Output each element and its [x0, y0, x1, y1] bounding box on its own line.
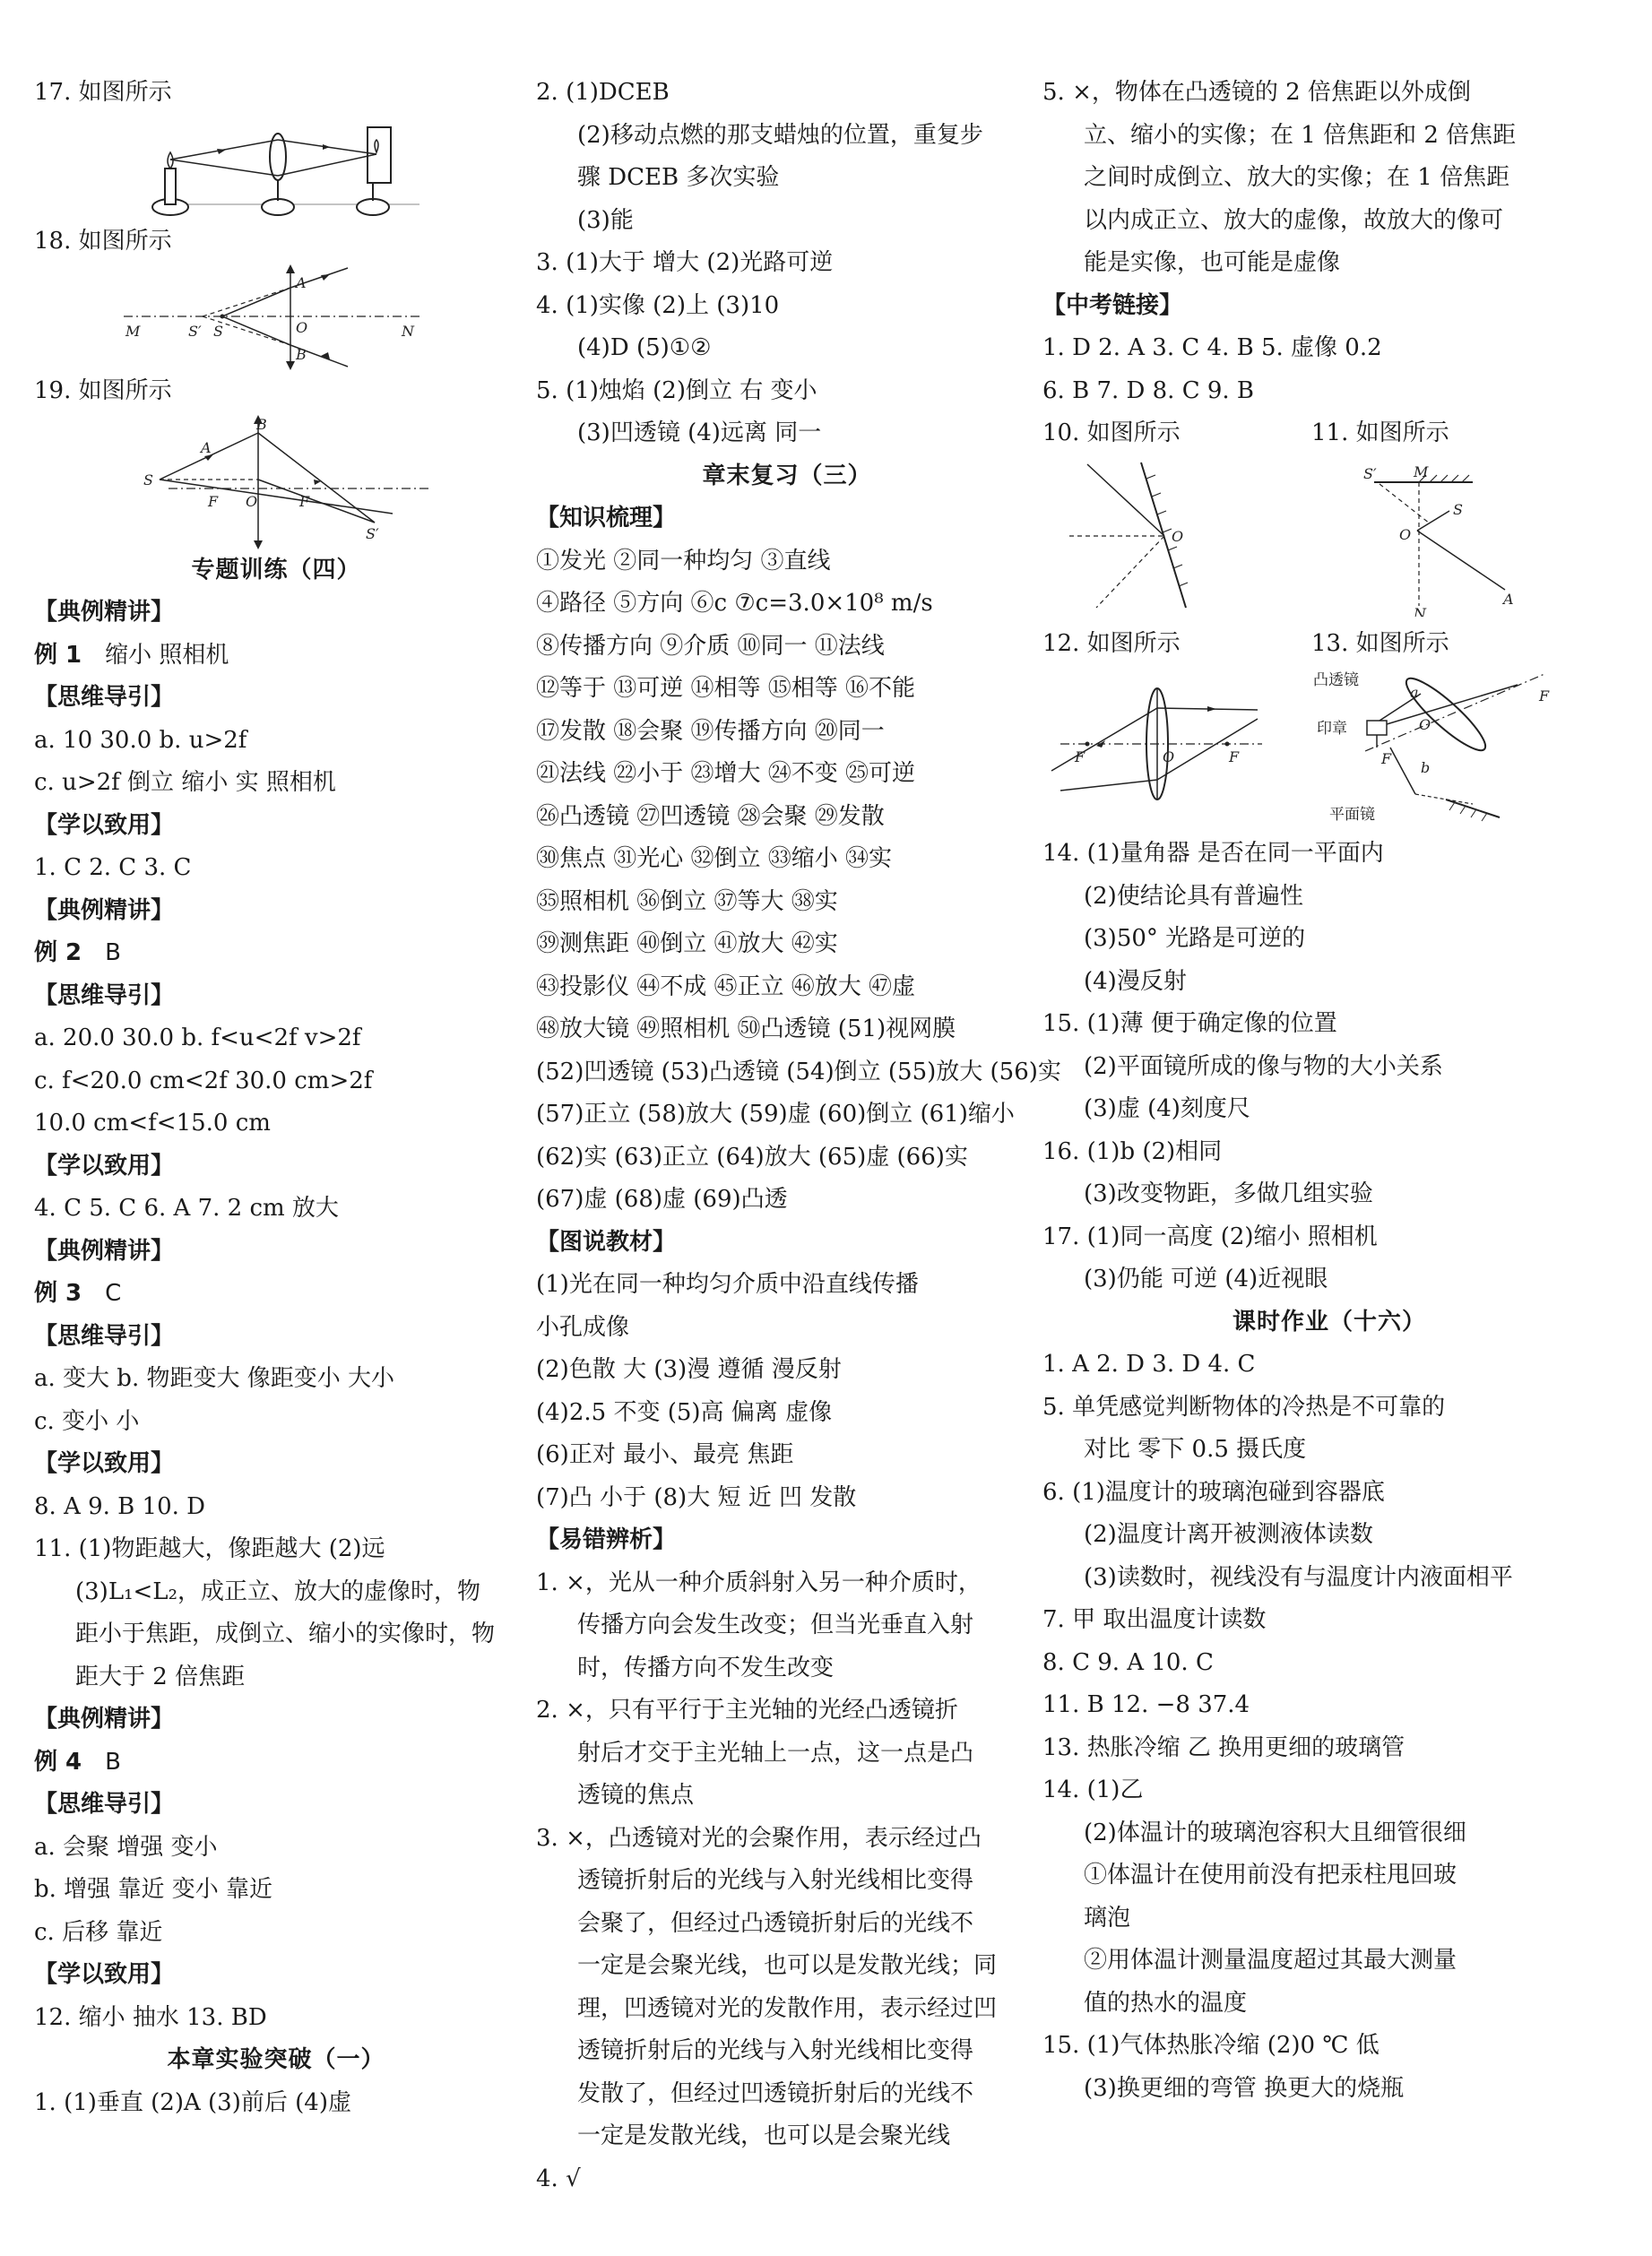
answer-line: (2)色散 大 (3)漫 遵循 漫反射: [536, 1356, 842, 1383]
label-n: N: [402, 323, 414, 340]
answer-line: 值的热水的温度: [1084, 1989, 1248, 2017]
label-o: O: [1172, 527, 1184, 545]
answer-line: (3)仍能 可逆 (4)近视眼: [1084, 1266, 1328, 1292]
answer-line: (3)L₁<L₂，成正立、放大的虚像时，物: [75, 1577, 480, 1605]
figure-19-lens-diagram: [34, 413, 518, 549]
answer-line: 璃泡: [1084, 1904, 1131, 1932]
heading-dianli: 【典例精讲】: [34, 896, 175, 924]
column-3: [1042, 72, 1616, 2110]
answer-line: ①体温计在使用前没有把汞柱甩回玻: [1084, 1862, 1457, 1889]
answer-line: 10.0 cm<f<15.0 cm: [34, 1110, 271, 1137]
answer-line: 2. (1)DCEB: [536, 79, 670, 106]
knowledge-line: ①发光 ②同一种均匀 ③直线: [536, 547, 831, 575]
fig19-caption: 19. 如图所示: [34, 377, 172, 404]
knowledge-line: ㉟照相机 ㊱倒立 ㊲等大 ㊳实: [536, 887, 838, 915]
knowledge-line: (67)虚 (68)虚 (69)凸透: [536, 1186, 788, 1213]
label-s-prime: S′: [1363, 464, 1377, 482]
answer-line: 能是实像，也可能是虚像: [1084, 249, 1341, 276]
answer-line: (3)换更细的弯管 换更大的烧瓶: [1084, 2074, 1405, 2102]
figure-13-lens-seal-mirror: [1311, 665, 1580, 826]
figure-row-12-13: [1042, 623, 1616, 834]
answer-line: 15. (1)薄 便于确定像的位置: [1042, 1010, 1337, 1037]
label-lens: 凸透镜: [1313, 671, 1359, 689]
answer-line: (2)使结论具有普遍性: [1084, 882, 1303, 910]
label-b: B: [296, 346, 307, 363]
answer-line: 1. ×，光从一种介质斜射入另一种介质时，: [536, 1569, 982, 1596]
answer-line: 6. (1)温度计的玻璃泡碰到容器底: [1042, 1478, 1385, 1506]
label-o: O: [246, 492, 258, 510]
answer-line: 3. ×，凸透镜对光的会聚作用，表示经过凸: [536, 1824, 982, 1852]
answer-line: 11. (1)物距越大，像距越大 (2)远: [34, 1535, 385, 1562]
heading-siwei: 【思维导引】: [34, 981, 175, 1009]
answer-line: 11. B 12. −8 37.4: [1042, 1691, 1250, 1718]
label-a: A: [1503, 590, 1514, 608]
answer-line: (6)正对 最小、最亮 焦距: [536, 1441, 794, 1468]
answer-line: 小孔成像: [536, 1313, 630, 1341]
knowledge-line: (57)正立 (58)放大 (59)虚 (60)倒立 (61)缩小: [536, 1101, 1015, 1128]
answer-line: 17. (1)同一高度 (2)缩小 照相机: [1042, 1223, 1378, 1250]
answer-line: 13. 热胀冷缩 乙 换用更细的玻璃管: [1042, 1733, 1405, 1761]
figure-12-convex-lens: [1042, 665, 1311, 826]
answer-line: a. 变大 b. 物距变大 像距变小 大小: [34, 1365, 394, 1392]
section-title-experiment-1: 本章实验突破（一）: [167, 2046, 385, 2073]
knowledge-line: (52)凹透镜 (53)凸透镜 (54)倒立 (55)放大 (56)实: [536, 1058, 1061, 1085]
label-b: B: [256, 415, 267, 433]
example-1: 例 1 缩小 照相机: [34, 641, 229, 669]
answer-line: (2)移动点燃的那支蜡烛的位置，重复步: [577, 121, 983, 149]
label-f-right: F: [1229, 748, 1240, 765]
label-f-left: F: [1381, 750, 1392, 767]
figure-17-candle-lens-screen: [34, 115, 518, 220]
answer-line: 射后才交于主光轴上一点，这一点是凸: [577, 1739, 974, 1767]
heading-xueyi: 【学以致用】: [34, 1152, 175, 1180]
label-o: O: [296, 319, 308, 336]
answer-line: (1)光在同一种均匀介质中沿直线传播: [536, 1271, 919, 1298]
figure-row-10-11: [1042, 412, 1616, 623]
fig13-caption: 13. 如图所示: [1311, 629, 1449, 657]
answer-line: 发散了，但经过凹透镜折射后的光线不: [577, 2079, 974, 2107]
answer-line: c. u>2f 倒立 缩小 实 照相机: [34, 769, 336, 796]
answer-line: 之间时成倒立、放大的实像；在 1 倍焦距: [1084, 164, 1510, 191]
label-n: N: [1414, 604, 1426, 617]
section-title-topic-4: 专题训练（四）: [191, 556, 361, 583]
heading-dianli: 【典例精讲】: [34, 1237, 175, 1265]
answer-line: 立、缩小的实像；在 1 倍焦距和 2 倍焦距: [1084, 121, 1517, 149]
answer-line: 4. (1)实像 (2)上 (3)10: [536, 291, 780, 319]
label-s-prime: S′: [188, 323, 202, 340]
answer-line: 7. 甲 取出温度计读数: [1042, 1606, 1267, 1633]
answer-line: (3)50° 光路是可逆的: [1084, 925, 1306, 952]
answer-line: 5. (1)烛焰 (2)倒立 右 变小: [536, 376, 817, 404]
answer-line: c. f<20.0 cm<2f 30.0 cm>2f: [34, 1067, 373, 1094]
label-m: M: [1414, 462, 1429, 480]
label-f-left: F: [208, 492, 219, 510]
heading-zhishi: 【知识梳理】: [536, 505, 677, 532]
answer-line: a. 会聚 增强 变小: [34, 1833, 218, 1861]
label-f-right: F: [1539, 687, 1550, 704]
label-s: S: [143, 471, 153, 488]
fig18-caption: 18. 如图所示: [34, 227, 172, 255]
label-s: S: [213, 323, 223, 340]
answer-line: 16. (1)b (2)相同: [1042, 1137, 1223, 1165]
label-a: A: [201, 438, 212, 456]
heading-siwei: 【思维导引】: [34, 1791, 175, 1818]
answer-line: 一定是会聚光线，也可以是发散光线；同: [577, 1952, 998, 1979]
answer-line: (3)改变物距，多做几组实验: [1084, 1180, 1373, 1207]
heading-zhongkao: 【中考链接】: [1042, 291, 1183, 319]
heading-dianli: 【典例精讲】: [34, 599, 175, 626]
label-o: O: [1419, 716, 1431, 733]
section-title-chapter-review-3: 章末复习（三）: [702, 462, 872, 489]
heading-siwei: 【思维导引】: [34, 1322, 175, 1350]
heading-xueyi: 【学以致用】: [34, 1961, 175, 1988]
label-s: S: [1453, 500, 1463, 518]
heading-xueyi: 【学以致用】: [34, 811, 175, 839]
label-seal: 印章: [1317, 720, 1347, 738]
answer-line: c. 后移 靠近: [34, 1918, 163, 1946]
answer-line: 一定是发散光线，也可以是会聚光线: [577, 2122, 951, 2149]
figure-11-plane-mirror: [1311, 455, 1580, 617]
label-f-right: F: [299, 492, 310, 510]
answer-line: (4)D (5)①②: [577, 334, 712, 361]
answer-line: 4. C 5. C 6. A 7. 2 cm 放大: [34, 1195, 339, 1222]
answer-line: (3)虚 (4)刻度尺: [1084, 1095, 1250, 1122]
answer-line: c. 变小 小: [34, 1407, 140, 1435]
answer-line: 透镜折射后的光线与入射光线相比变得: [577, 1867, 974, 1894]
answer-line: 3. (1)大于 增大 (2)光路可逆: [536, 249, 834, 276]
fig10-caption: 10. 如图所示: [1042, 419, 1181, 446]
label-a: A: [296, 274, 307, 291]
answer-line: 距小于焦距，成倒立、缩小的实像时，物: [75, 1621, 496, 1647]
answer-line: 传播方向会发生改变；但当光垂直入射: [577, 1612, 974, 1638]
label-b: b: [1421, 759, 1431, 776]
answer-line: a. 20.0 30.0 b. f<u<2f v>2f: [34, 1024, 361, 1051]
fig11-caption: 11. 如图所示: [1311, 419, 1449, 446]
label-o: O: [1399, 525, 1412, 543]
figure-10-mirror-reflection: [1042, 455, 1311, 617]
knowledge-line: ㊸投影仪 ㊹不成 ㊺正立 ㊻放大 ㊼虚: [536, 972, 916, 1000]
answer-line: (4)2.5 不变 (5)高 偏离 虚像: [536, 1398, 833, 1426]
answer-line: 6. B 7. D 8. C 9. B: [1042, 376, 1255, 404]
example-2: 例 2 B: [34, 939, 121, 966]
label-s-prime: S′: [366, 524, 379, 542]
example-4: 例 4 B: [34, 1748, 121, 1776]
heading-yicuo: 【易错辨析】: [536, 1526, 677, 1553]
fig12-caption: 12. 如图所示: [1042, 629, 1181, 657]
answer-line: (3)读数时，视线没有与温度计内液面相平: [1084, 1563, 1513, 1591]
answer-line: 14. (1)乙: [1042, 1776, 1144, 1803]
label-f-left: F: [1075, 748, 1085, 765]
answer-line: 距大于 2 倍焦距: [75, 1663, 246, 1690]
answer-line: 2. ×，只有平行于主光轴的光经凸透镜折: [536, 1697, 958, 1724]
answer-line: (2)平面镜所成的像与物的大小关系: [1084, 1052, 1443, 1080]
answer-line: 12. 缩小 抽水 13. BD: [34, 2003, 267, 2031]
section-title-homework-16: 课时作业（十六）: [1232, 1308, 1426, 1335]
label-o: O: [1163, 748, 1175, 765]
answer-line: 14. (1)量角器 是否在同一平面内: [1042, 840, 1384, 867]
answer-line: (7)凸 小于 (8)大 短 近 凹 发散: [536, 1483, 857, 1511]
column-1: [34, 72, 518, 2124]
answer-line: 4. √: [536, 2165, 581, 2192]
answer-line: 5. 单凭感觉判断物体的冷热是不可靠的: [1042, 1393, 1446, 1421]
answer-line: 骤 DCEB 多次实验: [577, 164, 780, 191]
knowledge-line: ㉖凸透镜 ㉗凹透镜 ㉘会聚 ㉙发散: [536, 802, 885, 830]
fig17-caption: 17. 如图所示: [34, 79, 172, 106]
knowledge-line: ㊽放大镜 ㊾照相机 ㊿凸透镜 (51)视网膜: [536, 1016, 956, 1042]
answer-line: 1. (1)垂直 (2)A (3)前后 (4)虚: [34, 2088, 351, 2116]
answer-line: 对比 零下 0.5 摄氏度: [1084, 1436, 1307, 1463]
answer-line: 15. (1)气体热胀冷缩 (2)0 ℃ 低: [1042, 2032, 1380, 2059]
knowledge-line: ④路径 ⑤方向 ⑥c ⑦c=3.0×10⁸ m/s: [536, 590, 933, 617]
heading-dianli: 【典例精讲】: [34, 1706, 175, 1733]
answer-line: (2)温度计离开被测液体读数: [1084, 1521, 1373, 1548]
answer-line: 时，传播方向不发生改变: [577, 1654, 835, 1681]
knowledge-line: ⑧传播方向 ⑨介质 ⑩同一 ⑪法线: [536, 632, 885, 660]
heading-xueyi: 【学以致用】: [34, 1450, 175, 1477]
answer-line: 1. C 2. C 3. C: [34, 854, 192, 881]
figure-18-lens-diagram: [34, 263, 518, 370]
answer-line: b. 增强 靠近 变小 靠近: [34, 1876, 272, 1903]
answer-line: 透镜折射后的光线与入射光线相比变得: [577, 2037, 974, 2064]
knowledge-line: ㊴测焦距 ㊵倒立 ㊶放大 ㊷实: [536, 930, 838, 957]
answer-line: 理，凹透镜对光的发散作用，表示经过凹: [577, 1994, 998, 2022]
label-a: a: [1410, 684, 1419, 701]
answer-line: 5. ×，物体在凸透镜的 2 倍焦距以外成倒: [1042, 79, 1471, 106]
answer-line: a. 10 30.0 b. u>2f: [34, 726, 247, 754]
answer-line: 1. A 2. D 3. D 4. C: [1042, 1351, 1256, 1378]
heading-tushuo: 【图说教材】: [536, 1228, 677, 1256]
example-3: 例 3 C: [34, 1280, 122, 1307]
answer-line: (3)凹透镜 (4)远离 同一: [577, 419, 822, 446]
answer-line: 会聚了，但经过凸透镜折射后的光线不: [577, 1909, 974, 1937]
knowledge-line: ⑰发散 ⑱会聚 ⑲传播方向 ⑳同一: [536, 717, 885, 745]
answer-line: 8. A 9. B 10. D: [34, 1492, 206, 1520]
knowledge-line: (62)实 (63)正立 (64)放大 (65)虚 (66)实: [536, 1143, 968, 1171]
answer-line: (2)体温计的玻璃泡容积大且细管很细: [1084, 1819, 1466, 1846]
answer-line: 1. D 2. A 3. C 4. B 5. 虚像 0.2: [1042, 334, 1382, 361]
answer-line: 透镜的焦点: [577, 1782, 695, 1809]
answer-line: 以内成正立、放大的虚像，故放大的像可: [1084, 206, 1504, 234]
knowledge-line: ⑫等于 ⑬可逆 ⑭相等 ⑮相等 ⑯不能: [536, 675, 916, 702]
column-2: [536, 72, 1061, 2200]
answer-line: (4)漫反射: [1084, 967, 1187, 995]
answer-line: 8. C 9. A 10. C: [1042, 1648, 1214, 1676]
knowledge-line: ㉑法线 ㉒小于 ㉓增大 ㉔不变 ㉕可逆: [536, 760, 916, 787]
label-mirror: 平面镜: [1329, 806, 1375, 824]
answer-line: (3)能: [577, 206, 634, 234]
knowledge-line: ㉚焦点 ㉛光心 ㉜倒立 ㉝缩小 ㉞实: [536, 845, 893, 872]
heading-siwei: 【思维导引】: [34, 684, 175, 711]
label-m: M: [125, 323, 141, 340]
answer-line: ②用体温计测量温度超过其最大测量: [1084, 1947, 1457, 1974]
